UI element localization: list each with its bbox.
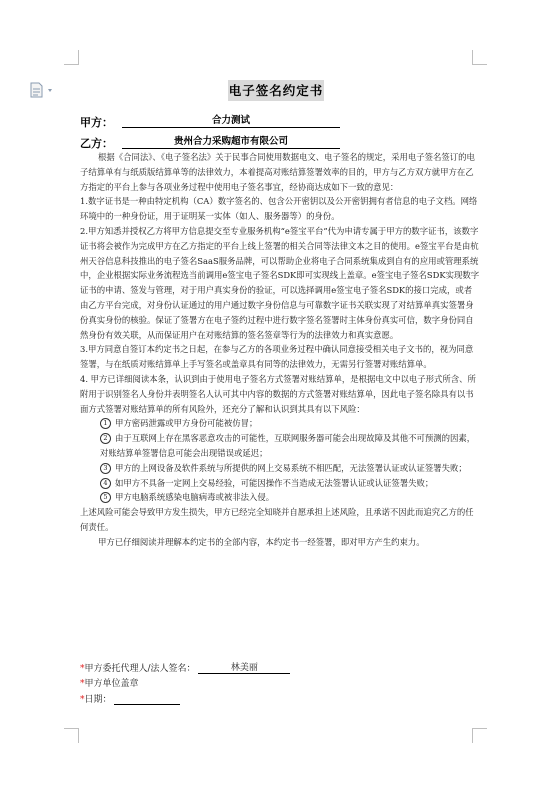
party-a-row: [80, 114, 250, 130]
risk-text: 甲方密码泄露或甲方身份可能被仿冒；: [115, 418, 258, 429]
signature-row-agent: [80, 660, 290, 674]
signature-name-field: 林美丽: [198, 660, 290, 674]
risk-text: 由于互联网上存在黑客恶意攻击的可能性，互联网服务器可能会出现故障及其他不可预测的因素，对账结算单签署信息可能会出现错误或延迟；: [100, 433, 476, 458]
risk-text: 甲方电脑系统感染电脑病毒或被非法入侵。: [115, 492, 275, 503]
document-title: 电子签名约定书: [228, 80, 324, 101]
risk-text: 甲方的上网设备及软件系统与所提供的网上交易系统不相匹配，无法签署认证或认证签署失败；: [115, 462, 467, 473]
risk-number-5: 5: [100, 492, 111, 503]
final-paragraph: 甲方已仔细阅读并理解本约定书的全部内容，本约定书一经签署，即对甲方产生约束力。: [98, 536, 425, 547]
party-a-value: 合力测试: [122, 114, 340, 128]
risk-number-1: 1: [100, 418, 111, 429]
crop-mark-top-right: [472, 50, 487, 65]
intro-paragraph: 根据《合同法》、《电子签名法》关于民事合同使用数据电文、电子签名的规定，采用电子签名签订的电子结算单有与纸质版结算单等的法律效力，本着提高对账结算签署效率的目的，甲方与乙方双方就甲方在乙方指定的平台上参与各项业务过程中使用电子签名事宜，经协商达成如下一致的意见：: [80, 152, 475, 192]
risk-item: [80, 431, 480, 461]
risk-item: [80, 490, 480, 505]
clause-1: 1.数字证书是一种由特定机构（CA）数字签名的、包含公开密钥以及公开密钥拥有者信息的电子文档。网络环境中的一种身份证，用于证明某一实体（如人、服务器等）的身份。: [80, 196, 478, 222]
party-b-value: 贵州合力采购超市有限公司: [122, 135, 340, 149]
risk-number-2: 2: [100, 433, 111, 444]
clause-4: 4. 甲方已详细阅读本条，认识到由于使用电子签名方式签署对账结算单，是根据电文中以电子形式所含、所附用于识别签名人身份并表明签名人认可其中内容的数据的方式签署对账结算单，因此电子签名除具有以书面方式签署对账结算单的所有风险外，还充分了解和认识到其具有以下风险：: [80, 373, 476, 414]
signature-label: 甲方委托代理人/法人签名：: [84, 664, 196, 674]
clause-3: 3.甲方同意自签订本约定书之日起，在参与乙方的各项业务过程中确认同意接受相关电子文书的，视为同意签署，与在纸质对账结算单上手写签名或盖章具有同等的法律效力，无需另行签署对账结算单。: [80, 344, 474, 370]
closing-paragraph: 上述风险可能会导致甲方发生损失，甲方已经完全知晓并自愿承担上述风险，且承诺不因此而追究乙方的任何责任。: [80, 507, 474, 532]
risk-item: [80, 461, 480, 476]
risk-item: [80, 416, 480, 431]
clause-2: 2.甲方知悉并授权乙方将甲方信息提交至专业服务机构“e签宝平台”代为申请专属于甲方的数字证书，该数字证书将会被作为完成甲方在乙方指定的平台上线上签署的相关合同等法律文本之目的使用。e签宝平台是由杭州天谷信息科技推出的电子签名SaaS服务品牌，可以帮助企业将电子合同系统集成到自有的应用或管理系统中，企业根据实际业务流程选当前调用e签宝电子签名SDK即可实现线上盖章。e签宝电子签名SDK实现数字证书的申请、签发与管理，对于用户真实身份的验证，可以选择调用e签宝电子签名SDK的接口完成，或者由乙方平台完成，对身份认证通过的用户通过数字身份信息与可靠数字证书关联实现了对结算单真实签署身份真实身份的核验。保证了签署方在电子签约过程中进行数字签名签署时主体身份真实可信，数字身份同自然身份有效关联，从而保证用户在对账结算的签名签章等行为的法律效力和真实意愿。: [80, 225, 480, 340]
signature-row-date: [80, 692, 180, 705]
party-b-label: 乙方：: [80, 137, 113, 150]
signature-row-seal: [80, 676, 139, 689]
signature-label: 甲方单位盖章: [84, 679, 139, 689]
risk-number-4: 4: [100, 478, 111, 489]
crop-mark-bottom-right: [472, 728, 487, 743]
document-body: [80, 150, 480, 550]
risk-number-3: 3: [100, 463, 111, 474]
crop-mark-top-left: [64, 50, 79, 65]
party-b-row: [80, 135, 288, 151]
party-a-label: 甲方：: [80, 116, 113, 129]
required-star: *: [80, 679, 85, 689]
required-star: *: [80, 695, 85, 705]
required-star: *: [80, 664, 85, 674]
risk-item: [80, 476, 480, 491]
risk-text: 如甲方不具备一定网上交易经验，可能因操作不当造成无法签署认证或认证签署失败；: [115, 477, 434, 488]
signature-label: 日期：: [84, 695, 112, 705]
document-options-icon[interactable]: [30, 82, 60, 98]
date-field: [114, 693, 180, 705]
crop-mark-bottom-left: [64, 728, 79, 743]
